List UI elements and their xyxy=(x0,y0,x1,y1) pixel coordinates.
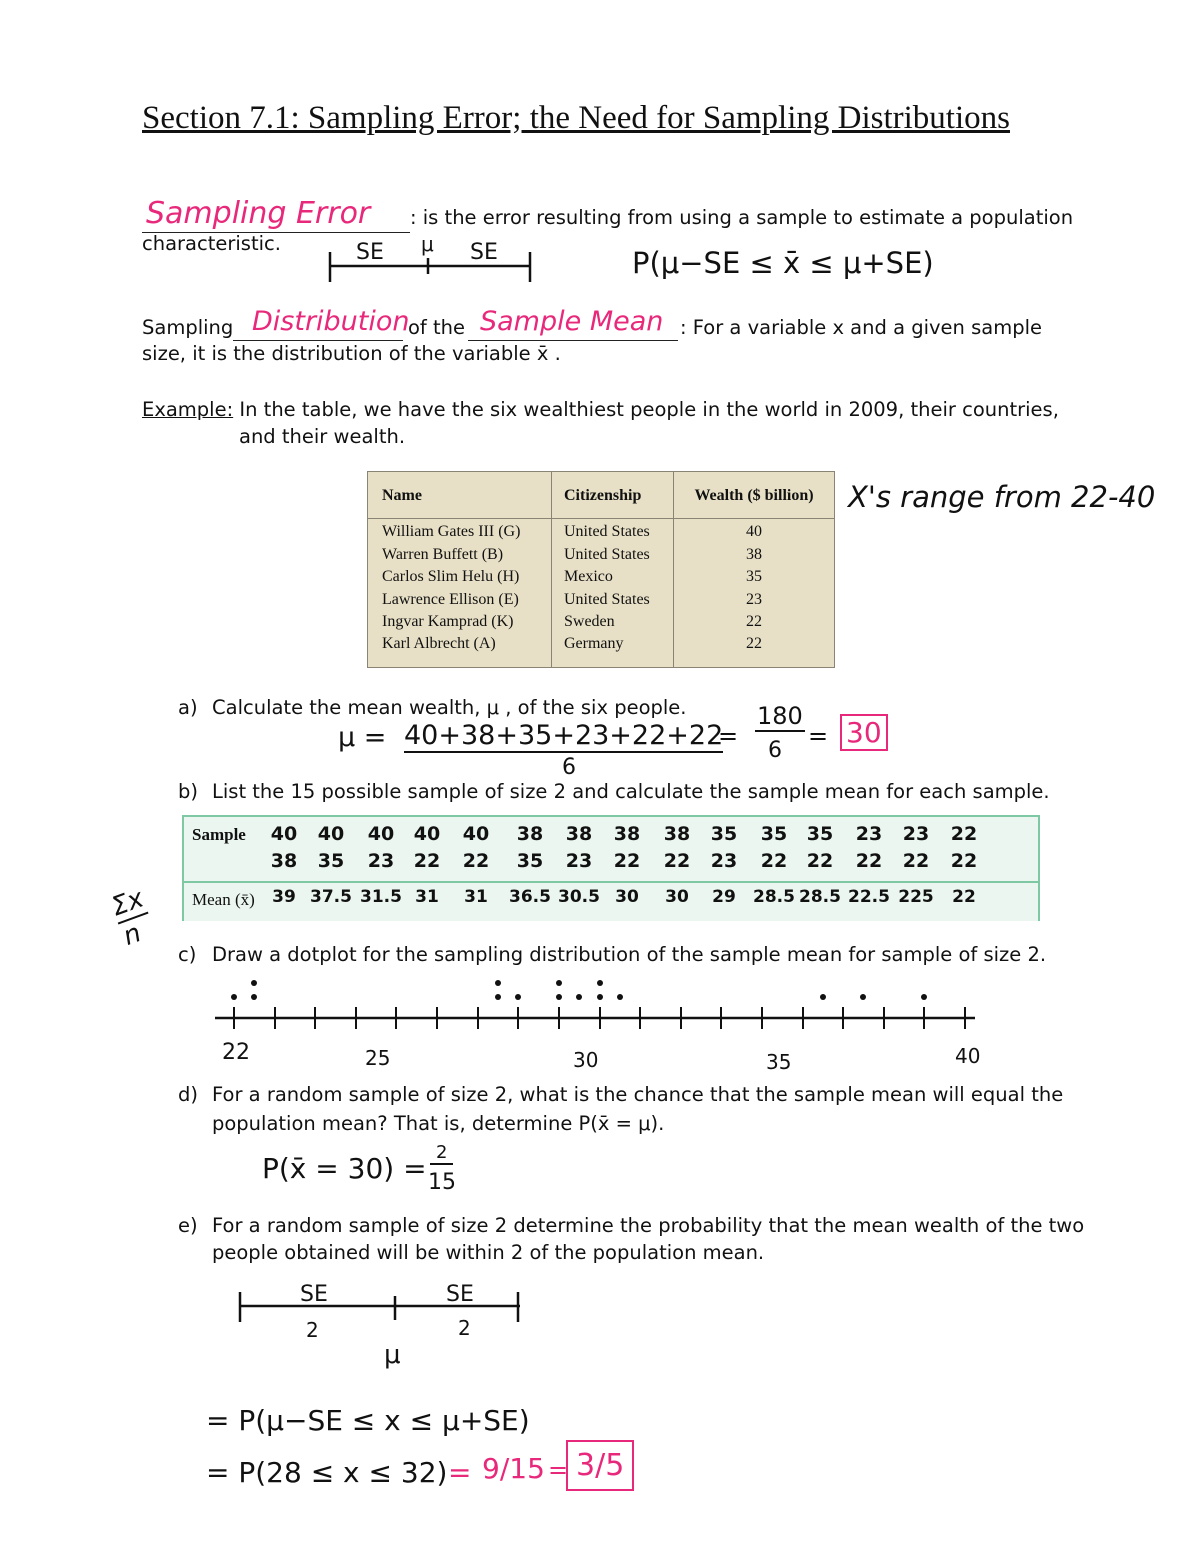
sample-value-top: 38 xyxy=(663,823,691,845)
sample-value-top: 35 xyxy=(710,823,738,845)
dotplot-dot xyxy=(820,994,826,1000)
wealth-cell: 23 xyxy=(746,590,762,608)
wealth-cell: Warren Buffett (B) xyxy=(382,545,504,563)
axis-tick xyxy=(314,1007,316,1029)
blank-line xyxy=(468,340,678,341)
axis-tick xyxy=(923,1007,925,1029)
mean-value: 30.5 xyxy=(558,887,600,907)
sample-value-bottom: 22 xyxy=(760,850,788,872)
sample-value-top: 40 xyxy=(317,823,345,845)
se-probability-formula: P(μ−SE ≤ x̄ ≤ μ+SE) xyxy=(632,246,934,280)
part-e-work-line1: = P(μ−SE ≤ x ≤ μ+SE) xyxy=(206,1404,530,1437)
mean-value: 225 xyxy=(898,887,934,907)
axis-tick xyxy=(477,1007,479,1029)
wealth-header-wealth: Wealth ($ billion) xyxy=(694,487,814,504)
axis-tick xyxy=(639,1007,641,1029)
sample-value-top: 23 xyxy=(855,823,883,845)
axis-tick xyxy=(517,1007,519,1029)
part-e-text-line2: people obtained will be within 2 of the population mean. xyxy=(212,1241,765,1264)
dotplot-dot xyxy=(597,994,603,1000)
sample-value-bottom: 22 xyxy=(806,850,834,872)
wealth-header-citizenship: Citizenship xyxy=(564,487,642,504)
part-b-label: b) xyxy=(178,780,198,803)
part-a-answer: 30 xyxy=(840,714,888,751)
handwritten-sample-mean: Sample Mean xyxy=(480,306,664,337)
se-label-left: SE xyxy=(356,240,384,265)
axis-tick xyxy=(436,1007,438,1029)
example-text xyxy=(142,398,1059,421)
mean-value: 31 xyxy=(415,887,439,907)
sample-value-top: 35 xyxy=(760,823,788,845)
sample-value-bottom: 35 xyxy=(317,850,345,872)
sample-value-top: 38 xyxy=(613,823,641,845)
sampling-of-the: of the xyxy=(408,316,465,339)
axis-label-25: 25 xyxy=(365,1046,391,1070)
wealth-cell: United States xyxy=(564,523,650,541)
se-half-e-left: 2 xyxy=(306,1318,319,1342)
part-c-label: c) xyxy=(178,943,197,966)
wealth-table-wealth-column xyxy=(686,485,822,656)
wealth-cell: 22 xyxy=(746,635,762,653)
example-body: In the table, we have the six wealthiest people in the world in 2009, their countries, xyxy=(233,398,1059,421)
sample-value-bottom: 22 xyxy=(663,850,691,872)
part-e-fraction: 9/15 xyxy=(482,1452,545,1485)
dotplot-dot xyxy=(617,994,623,1000)
axis-tick xyxy=(274,1007,276,1029)
axis-label-35: 35 xyxy=(766,1050,792,1074)
sample-value-top: 40 xyxy=(413,823,441,845)
wealth-table-citizenship-column xyxy=(564,485,650,656)
part-a-frac-den: 6 xyxy=(768,738,782,763)
dotplot-dot xyxy=(251,980,257,986)
sample-value-bottom: 35 xyxy=(516,850,544,872)
mean-value: 30 xyxy=(615,887,639,907)
part-a-numerator: 40+38+35+23+22+22 xyxy=(404,720,724,751)
mean-row-label: Mean (x̄) xyxy=(192,890,255,909)
part-a-label: a) xyxy=(178,696,198,719)
wealth-header-name: Name xyxy=(382,487,422,504)
mean-value: 37.5 xyxy=(310,887,352,907)
sample-value-top: 40 xyxy=(462,823,490,845)
dotplot-axis xyxy=(210,1000,980,1040)
wealth-cell: 40 xyxy=(746,523,762,541)
sample-value-bottom: 22 xyxy=(902,850,930,872)
part-c-text: Draw a dotplot for the sampling distribution of the sample mean for sample of size 2. xyxy=(212,943,1047,966)
sample-value-bottom: 22 xyxy=(950,850,978,872)
wealth-cell: Carlos Slim Helu (H) xyxy=(382,568,520,586)
axis-tick xyxy=(883,1007,885,1029)
axis-tick xyxy=(558,1007,560,1029)
sample-value-bottom: 23 xyxy=(565,850,593,872)
sampling-distribution-definition: : For a variable x and a given sample xyxy=(680,316,1043,339)
part-a-equals: = xyxy=(718,722,739,750)
mean-value: 31.5 xyxy=(360,887,402,907)
mean-value: 22.5 xyxy=(848,887,890,907)
part-e-label: e) xyxy=(178,1214,198,1237)
part-d-text-line2: population mean? That is, determine P(x̄ = μ). xyxy=(212,1112,665,1135)
sample-value-top: 38 xyxy=(516,823,544,845)
mean-value: 29 xyxy=(712,887,736,907)
page-title: Section 7.1: Sampling Error; the Need for Sampling Distributions xyxy=(142,100,1010,136)
margin-note-sum: Σx xyxy=(107,883,148,923)
dotplot-dot xyxy=(231,994,237,1000)
dotplot-dot xyxy=(556,994,562,1000)
mean-value: 31 xyxy=(464,887,488,907)
axis-tick xyxy=(599,1007,601,1029)
part-a-text: Calculate the mean wealth, μ , of the six people. xyxy=(212,696,687,719)
axis-label-22: 22 xyxy=(222,1040,250,1065)
sample-value-bottom: 22 xyxy=(462,850,490,872)
mean-value: 30 xyxy=(665,887,689,907)
range-side-note: X's range from 22-40 xyxy=(848,480,1156,514)
wealth-cell: 38 xyxy=(746,545,762,563)
wealth-cell: United States xyxy=(564,545,650,563)
part-e-text: For a random sample of size 2 determine the probability that the mean wealth of the two xyxy=(212,1214,1085,1237)
wealth-cell: Ingvar Kamprad (K) xyxy=(382,613,514,631)
wealth-cell: 22 xyxy=(746,613,762,631)
handwritten-term-sampling-error: Sampling Error xyxy=(146,196,371,231)
mean-value: 36.5 xyxy=(509,887,551,907)
part-a-equals-2: = xyxy=(808,722,829,750)
wealth-cell: United States xyxy=(564,590,650,608)
sample-value-top: 23 xyxy=(902,823,930,845)
part-e-equals: = xyxy=(448,1456,472,1489)
part-d-frac-den: 15 xyxy=(428,1170,456,1195)
axis-tick xyxy=(233,1007,235,1029)
part-e-equals-2: = xyxy=(548,1456,569,1484)
axis-tick xyxy=(761,1007,763,1029)
axis-tick xyxy=(680,1007,682,1029)
sampling-distribution-line2: size, it is the distribution of the variable x̄ . xyxy=(142,342,561,365)
sample-value-bottom: 22 xyxy=(413,850,441,872)
part-a-frac-num: 180 xyxy=(757,702,803,730)
part-e-work-line2: = P(28 ≤ x ≤ 32) xyxy=(206,1456,448,1489)
axis-tick xyxy=(395,1007,397,1029)
dotplot-dot xyxy=(495,994,501,1000)
part-d-label: d) xyxy=(178,1083,198,1106)
wealth-cell: Germany xyxy=(564,635,624,653)
axis-tick xyxy=(802,1007,804,1029)
sample-table xyxy=(182,815,1040,921)
part-b-text: List the 15 possible sample of size 2 and calculate the sample mean for each sample. xyxy=(212,780,1050,803)
part-d-text: For a random sample of size 2, what is the chance that the sample mean will equal the xyxy=(212,1083,1064,1106)
sample-value-top: 38 xyxy=(565,823,593,845)
se-label-e-right: SE xyxy=(446,1282,474,1307)
axis-tick xyxy=(842,1007,844,1029)
axis-tick xyxy=(355,1007,357,1029)
sample-value-bottom: 38 xyxy=(270,850,298,872)
sample-value-bottom: 23 xyxy=(710,850,738,872)
part-a-denominator: 6 xyxy=(562,755,576,780)
axis-tick xyxy=(720,1007,722,1029)
sample-value-top: 35 xyxy=(806,823,834,845)
sample-row-label: Sample xyxy=(192,825,246,844)
wealth-cell: Karl Albrecht (A) xyxy=(382,635,496,653)
sampling-error-definition: : is the error resulting from using a sample to estimate a population xyxy=(410,206,1074,229)
dotplot-dot xyxy=(495,980,501,986)
wealth-cell: 35 xyxy=(746,568,762,586)
blank-line xyxy=(233,340,403,341)
wealth-cell: Sweden xyxy=(564,613,615,631)
margin-note-n: n xyxy=(119,918,146,952)
mu-label: μ xyxy=(421,232,434,256)
axis-label-30: 30 xyxy=(573,1048,599,1072)
sample-value-top: 40 xyxy=(270,823,298,845)
example-text-line2: and their wealth. xyxy=(239,425,406,448)
sample-value-bottom: 23 xyxy=(367,850,395,872)
se-label-e-left: SE xyxy=(300,1282,328,1307)
sampling-prefix: Sampling xyxy=(142,316,234,339)
part-d-work: P(x̄ = 30) = xyxy=(262,1152,427,1185)
handwritten-distribution: Distribution xyxy=(252,306,410,337)
dotplot-dot xyxy=(556,980,562,986)
axis-tick xyxy=(964,1007,966,1029)
sample-value-bottom: 22 xyxy=(855,850,883,872)
wealth-cell: Mexico xyxy=(564,568,613,586)
sample-value-bottom: 22 xyxy=(613,850,641,872)
wealth-table xyxy=(367,471,835,668)
se-diagram-e xyxy=(230,1286,530,1326)
sample-value-top: 22 xyxy=(950,823,978,845)
part-e-answer: 3/5 xyxy=(566,1440,634,1491)
axis-label-40: 40 xyxy=(955,1044,981,1068)
wealth-cell: William Gates III (G) xyxy=(382,523,521,541)
sampling-error-definition-cont: characteristic. xyxy=(142,232,281,255)
example-label: Example: xyxy=(142,398,234,421)
mean-value: 28.5 xyxy=(753,887,795,907)
dotplot-dot xyxy=(597,980,603,986)
mean-value: 28.5 xyxy=(799,887,841,907)
part-a-mu: μ = xyxy=(338,722,387,753)
se-label-right: SE xyxy=(470,240,498,265)
se-half-e-right: 2 xyxy=(458,1316,471,1340)
wealth-table-name-column xyxy=(382,485,520,656)
part-d-frac-num: 2 xyxy=(430,1142,453,1165)
sample-value-top: 40 xyxy=(367,823,395,845)
wealth-cell: Lawrence Ellison (E) xyxy=(382,590,519,608)
mean-value: 39 xyxy=(272,887,296,907)
mean-value: 22 xyxy=(952,887,976,907)
mu-label-e: μ xyxy=(384,1340,401,1370)
